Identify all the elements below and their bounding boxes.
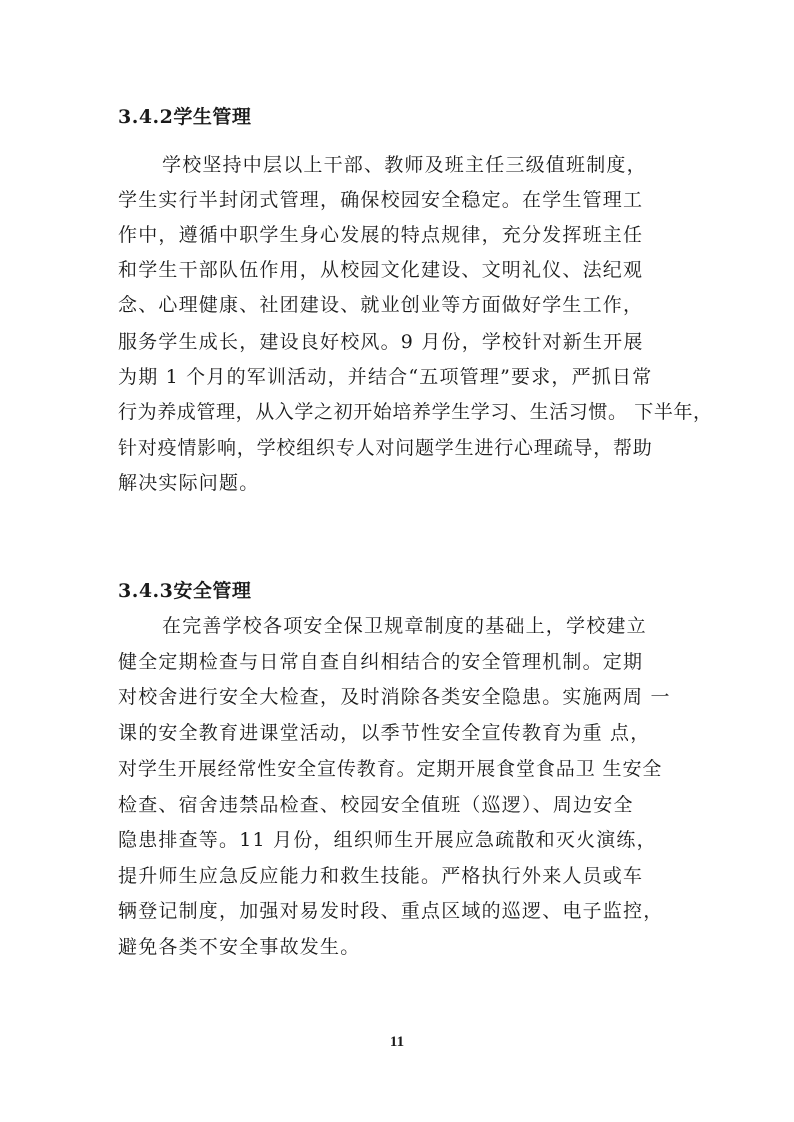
- paragraph-line: 作中，遵循中职学生身心发展的特点规律，充分发挥班主任: [118, 224, 644, 246]
- paragraph-line: 服务学生成长，建设良好校风。9 月份，学校针对新生开展: [118, 331, 644, 353]
- paragraph-line: 避免各类不安全事故发生。: [118, 936, 361, 958]
- paragraph-line: 学生实行半封闭式管理，确保校园安全稳定。在学生管理工: [118, 189, 644, 211]
- paragraph-line: 解决实际问题。: [118, 472, 260, 494]
- paragraph-line: 提升师生应急反应能力和救生技能。严格执行外来人员或车: [118, 865, 644, 887]
- paragraph-line: 在完善学校各项安全保卫规章制度的基础上，学校建立: [162, 615, 647, 637]
- page-number: 11: [389, 1034, 405, 1050]
- paragraph-line: 健全定期检查与日常自查自纠相结合的安全管理机制。定期: [118, 651, 644, 673]
- paragraph-line: 隐患排查等。11 月份，组织师生开展应急疏散和灭火演练，: [118, 829, 657, 851]
- paragraph-line: 念、心理健康、社团建设、就业创业等方面做好学生工作，: [118, 294, 644, 316]
- paragraph-line: 辆登记制度，加强对易发时段、重点区域的巡逻、电子监控，: [118, 900, 664, 922]
- paragraph-line: 和学生干部队伍作用，从校园文化建设、文明礼仪、法纪观: [118, 259, 644, 281]
- paragraph-line: 课的安全教育进课堂活动，以季节性安全宣传教育为重 点，: [118, 722, 651, 744]
- paragraph-line: 针对疫情影响，学校组织专人对问题学生进行心理疏导，帮助: [118, 437, 653, 459]
- section-heading-3-4-2: 3.4.2学生管理: [118, 106, 252, 128]
- paragraph-line: 对校舍进行安全大检查，及时消除各类安全隐患。实施两周 一: [118, 686, 671, 708]
- section-heading-3-4-3: 3.4.3安全管理: [118, 580, 252, 602]
- paragraph-line: 行为养成管理，从入学之初开始培养学生学习、生活习惯。 下半年，: [118, 401, 713, 423]
- paragraph-line: 对学生开展经常性安全宣传教育。定期开展食堂食品卫 生安全: [118, 758, 663, 780]
- paragraph-line: 检查、宿舍违禁品检查、校园安全值班（巡逻）、周边安全: [118, 794, 634, 816]
- paragraph-line: 为期 1 个月的军训活动，并结合“五项管理”要求，严抓日常: [118, 366, 653, 388]
- paragraph-line: 学校坚持中层以上干部、教师及班主任三级值班制度，: [162, 154, 647, 176]
